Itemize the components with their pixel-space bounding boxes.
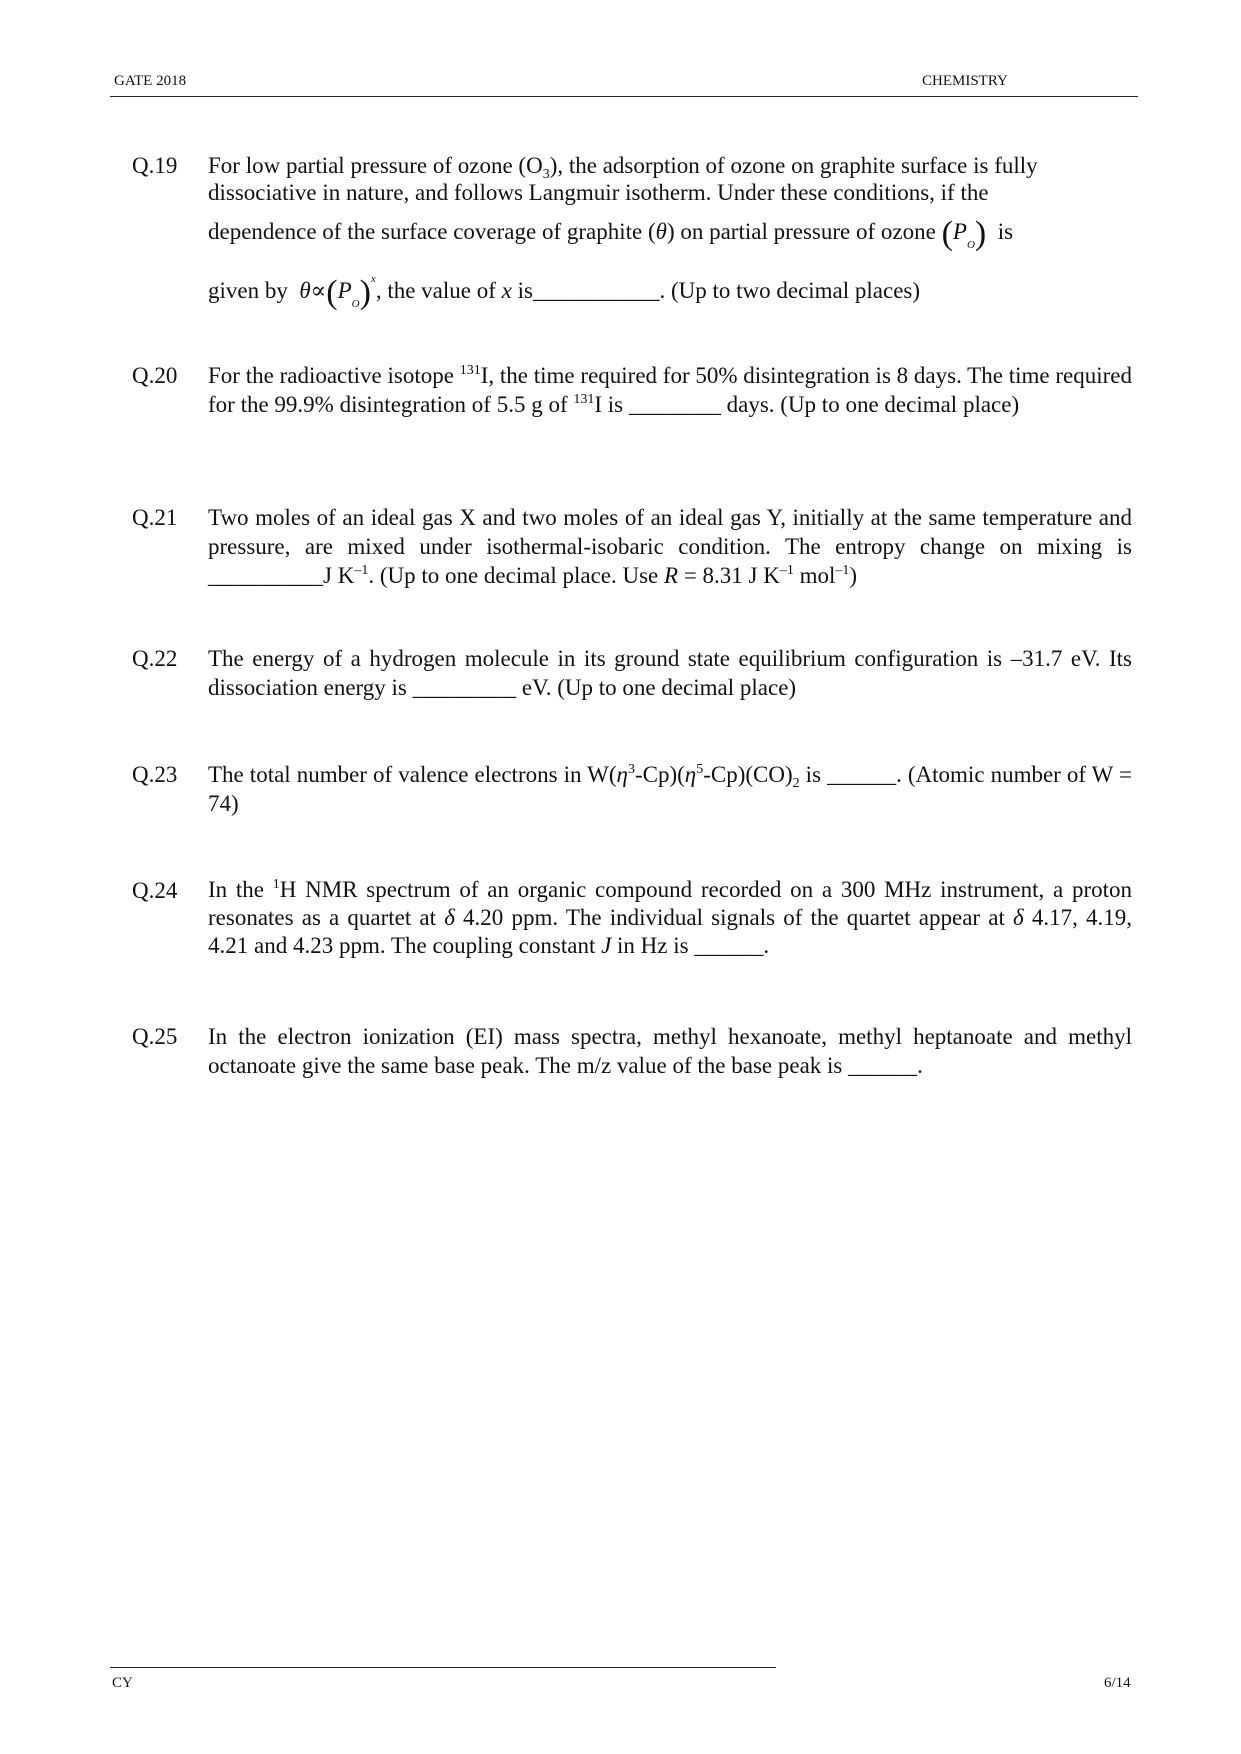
header-exam-title: GATE 2018 bbox=[114, 73, 187, 89]
q19-line-4: given by $\theta\propto(P_O)^x$, the value of x is___________. (Up to two decimal places) bbox=[208, 273, 921, 311]
page-number: 6/14 bbox=[1104, 1675, 1131, 1691]
question-number: Q.23 bbox=[132, 762, 178, 787]
question-number: Q.19 bbox=[132, 153, 178, 178]
question-number: Q.20 bbox=[132, 363, 178, 388]
question-text: For the radioactive isotope $^{131}$I, the time required for 50% disintegration is 8 days. The time required for the 99.9% disintegration of 5.5 g of $^{131}$I is ________ days. (Up to one decimal place) bbox=[208, 363, 1132, 417]
question-number: Q.24 bbox=[132, 878, 178, 903]
q19-line-2: dissociative in nature, and follows Langmuir isotherm. Under these conditions, if the bbox=[208, 180, 989, 205]
question-number: Q.25 bbox=[132, 1024, 178, 1049]
question-number: Q.22 bbox=[132, 646, 178, 671]
question-text bbox=[208, 151, 1132, 319]
question-number: Q.21 bbox=[132, 505, 178, 530]
question-text: Two moles of an ideal gas X and two moles of an ideal gas Y, initially at the same temperature and pressure, are mixed under isothermal-isobaric condition. The entropy change on mixing is __________J $K^{-1}$. (Up to one decimal place. Use R = 8.31 J $K^{-1}$ mol$^{-1}$) bbox=[208, 505, 1132, 588]
question-text: In the $^1$H NMR spectrum of an organic compound recorded on a 300 MHz instrument, a proton resonates as a quartet at δ 4.20 ppm. The individual signals of the quartet appear at δ 4.17, 4.19, 4.21 and 4.23 ppm. The coupling constant J in Hz is ______. bbox=[208, 877, 1133, 958]
question-text: The energy of a hydrogen molecule in its ground state equilibrium configuration is –31.7 eV. Its dissociation energy is _________ eV. (Up to one decimal place) bbox=[208, 646, 1132, 700]
q19-line-3: dependence of the surface coverage of graphite (θ) on partial pressure of ozone $(P_O)$ is bbox=[208, 215, 1014, 252]
question-text: In the electron ionization (EI) mass spectra, methyl hexanoate, methyl heptanoate and methyl octanoate give the same base peak. The m/z value of the base peak is ______. bbox=[208, 1024, 1132, 1078]
header-divider bbox=[110, 96, 1138, 97]
q19-line-1: For low partial pressure of ozone $(O_3)$, the adsorption of ozone on graphite surface is fully bbox=[208, 153, 1038, 182]
header-subject: CHEMISTRY bbox=[922, 73, 1008, 89]
footer-divider bbox=[110, 1667, 776, 1668]
question-text: The total number of valence electrons in $W(\eta^3-Cp)(\eta^5-Cp)(CO)_2$ is ______. (Atomic number of W = 74) bbox=[208, 762, 1132, 816]
footer-paper-code: CY bbox=[112, 1675, 133, 1691]
